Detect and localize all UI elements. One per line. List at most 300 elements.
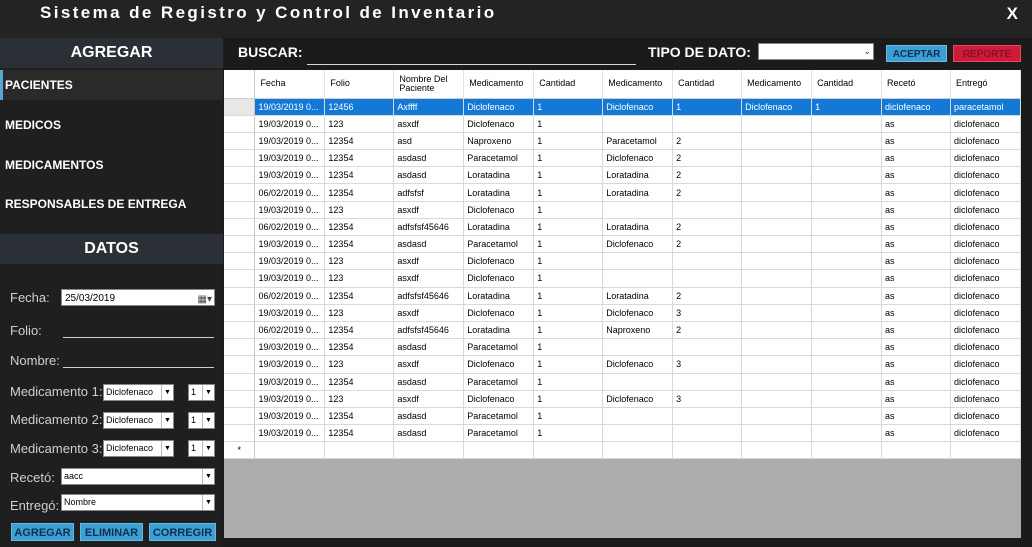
table-cell[interactable] bbox=[950, 442, 1020, 459]
med3-select[interactable] bbox=[103, 440, 174, 457]
table-cell[interactable] bbox=[673, 339, 742, 356]
table-cell[interactable]: 12354 bbox=[325, 184, 394, 201]
table-cell[interactable] bbox=[603, 253, 673, 270]
table-cell[interactable] bbox=[812, 150, 882, 167]
table-cell[interactable]: 1 bbox=[534, 339, 603, 356]
table-cell[interactable]: Naproxeno bbox=[464, 132, 534, 149]
table-cell[interactable] bbox=[742, 132, 812, 149]
table-cell[interactable]: Loratadina bbox=[464, 218, 534, 235]
table-cell[interactable]: 19/03/2019 0... bbox=[255, 167, 325, 184]
table-cell[interactable]: 2 bbox=[673, 321, 742, 338]
table-cell[interactable] bbox=[812, 287, 882, 304]
table-row[interactable] bbox=[224, 218, 1021, 235]
table-cell[interactable]: asxdf bbox=[394, 253, 464, 270]
table-cell[interactable]: as bbox=[882, 150, 951, 167]
table-cell[interactable]: 19/03/2019 0... bbox=[255, 356, 325, 373]
table-row[interactable] bbox=[224, 98, 1021, 115]
table-cell[interactable] bbox=[812, 304, 882, 321]
table-cell[interactable] bbox=[742, 339, 812, 356]
table-cell[interactable] bbox=[673, 253, 742, 270]
table-cell[interactable]: 1 bbox=[534, 373, 603, 390]
table-cell[interactable]: as bbox=[882, 339, 951, 356]
table-cell[interactable]: as bbox=[882, 407, 951, 424]
table-cell[interactable]: 123 bbox=[325, 115, 394, 132]
table-cell[interactable]: 12456 bbox=[325, 98, 394, 115]
table-cell[interactable]: Loratadina bbox=[464, 184, 534, 201]
table-row[interactable] bbox=[224, 132, 1021, 149]
row-header[interactable] bbox=[224, 425, 255, 442]
table-cell[interactable]: Diclofenaco bbox=[603, 150, 673, 167]
table-cell[interactable]: as bbox=[882, 236, 951, 253]
med1-qty-select[interactable] bbox=[188, 384, 215, 401]
table-cell[interactable] bbox=[464, 442, 534, 459]
table-cell[interactable]: Diclofenaco bbox=[603, 98, 673, 115]
table-cell[interactable]: 1 bbox=[534, 167, 603, 184]
row-header[interactable] bbox=[224, 150, 255, 167]
receto-select[interactable] bbox=[61, 468, 215, 485]
table-cell[interactable]: Loratadina bbox=[464, 167, 534, 184]
table-cell[interactable]: 1 bbox=[534, 270, 603, 287]
table-cell[interactable]: Loratadina bbox=[603, 218, 673, 235]
table-cell[interactable]: paracetamol bbox=[950, 98, 1020, 115]
table-cell[interactable]: 19/03/2019 0... bbox=[255, 407, 325, 424]
table-cell[interactable]: 12354 bbox=[325, 218, 394, 235]
table-cell[interactable]: 1 bbox=[534, 201, 603, 218]
table-cell[interactable] bbox=[812, 132, 882, 149]
table-cell[interactable] bbox=[673, 201, 742, 218]
row-header[interactable] bbox=[224, 253, 255, 270]
table-cell[interactable]: 12354 bbox=[325, 287, 394, 304]
column-header[interactable]: Cantidad bbox=[534, 70, 603, 98]
table-cell[interactable] bbox=[742, 201, 812, 218]
table-row[interactable] bbox=[224, 407, 1021, 424]
table-cell[interactable]: diclofenaco bbox=[950, 150, 1020, 167]
row-header[interactable] bbox=[224, 218, 255, 235]
table-cell[interactable]: adfsfsf45646 bbox=[394, 218, 464, 235]
table-cell[interactable]: 123 bbox=[325, 253, 394, 270]
table-row[interactable] bbox=[224, 253, 1021, 270]
column-header[interactable]: Fecha bbox=[255, 70, 325, 98]
table-cell[interactable]: 19/03/2019 0... bbox=[255, 236, 325, 253]
table-row[interactable] bbox=[224, 425, 1021, 442]
table-cell[interactable] bbox=[742, 373, 812, 390]
table-row[interactable] bbox=[224, 356, 1021, 373]
table-cell[interactable]: adfsfsf45646 bbox=[394, 321, 464, 338]
table-cell[interactable]: 123 bbox=[325, 304, 394, 321]
table-row[interactable] bbox=[224, 184, 1021, 201]
table-cell[interactable]: asdasd bbox=[394, 236, 464, 253]
table-cell[interactable] bbox=[742, 356, 812, 373]
table-row[interactable] bbox=[224, 304, 1021, 321]
table-cell[interactable]: Paracetamol bbox=[464, 425, 534, 442]
table-cell[interactable]: as bbox=[882, 201, 951, 218]
table-cell[interactable]: as bbox=[882, 184, 951, 201]
row-header[interactable] bbox=[224, 356, 255, 373]
table-cell[interactable]: 1 bbox=[534, 321, 603, 338]
table-cell[interactable]: asxdf bbox=[394, 390, 464, 407]
med3-qty-select[interactable] bbox=[188, 440, 215, 457]
table-cell[interactable] bbox=[742, 236, 812, 253]
table-cell[interactable]: 3 bbox=[673, 390, 742, 407]
table-cell[interactable]: diclofenaco bbox=[950, 425, 1020, 442]
table-cell[interactable]: 123 bbox=[325, 390, 394, 407]
table-cell[interactable] bbox=[603, 270, 673, 287]
table-cell[interactable] bbox=[742, 407, 812, 424]
table-cell[interactable]: as bbox=[882, 425, 951, 442]
table-cell[interactable]: Naproxeno bbox=[603, 321, 673, 338]
med2-select[interactable] bbox=[103, 412, 174, 429]
table-cell[interactable]: 06/02/2019 0... bbox=[255, 287, 325, 304]
table-cell[interactable] bbox=[882, 442, 951, 459]
table-cell[interactable]: asxdf bbox=[394, 270, 464, 287]
table-cell[interactable]: diclofenaco bbox=[950, 218, 1020, 235]
table-cell[interactable] bbox=[812, 253, 882, 270]
table-cell[interactable]: Loratadina bbox=[464, 287, 534, 304]
column-header[interactable]: Cantidad bbox=[673, 70, 742, 98]
table-cell[interactable] bbox=[742, 218, 812, 235]
table-cell[interactable]: 2 bbox=[673, 236, 742, 253]
table-cell[interactable] bbox=[812, 407, 882, 424]
eliminar-button[interactable]: ELIMINAR bbox=[80, 523, 143, 541]
nombre-input[interactable] bbox=[63, 367, 214, 368]
table-cell[interactable]: as bbox=[882, 167, 951, 184]
table-cell[interactable]: Diclofenaco bbox=[464, 356, 534, 373]
table-row[interactable] bbox=[224, 339, 1021, 356]
table-cell[interactable]: 12354 bbox=[325, 373, 394, 390]
column-header[interactable]: Nombre Del Paciente bbox=[394, 70, 464, 98]
entrego-select[interactable] bbox=[61, 494, 215, 511]
table-cell[interactable]: 1 bbox=[673, 98, 742, 115]
table-cell[interactable]: diclofenaco bbox=[950, 201, 1020, 218]
table-cell[interactable]: Diclofenaco bbox=[603, 390, 673, 407]
table-cell[interactable] bbox=[742, 253, 812, 270]
corregir-button[interactable]: CORREGIR bbox=[149, 523, 216, 541]
table-cell[interactable]: 19/03/2019 0... bbox=[255, 201, 325, 218]
column-header[interactable]: Medicamento bbox=[464, 70, 534, 98]
close-button[interactable]: X bbox=[1006, 4, 1018, 23]
table-cell[interactable]: 12354 bbox=[325, 150, 394, 167]
table-cell[interactable]: 1 bbox=[534, 356, 603, 373]
table-cell[interactable]: diclofenaco bbox=[950, 407, 1020, 424]
table-cell[interactable]: asxdf bbox=[394, 201, 464, 218]
table-cell[interactable]: asdasd bbox=[394, 150, 464, 167]
table-cell[interactable] bbox=[742, 287, 812, 304]
row-header[interactable] bbox=[224, 201, 255, 218]
table-cell[interactable]: adfsfsf45646 bbox=[394, 287, 464, 304]
table-cell[interactable]: 1 bbox=[534, 218, 603, 235]
row-header[interactable] bbox=[224, 270, 255, 287]
row-header[interactable] bbox=[224, 167, 255, 184]
row-header[interactable] bbox=[224, 407, 255, 424]
table-cell[interactable] bbox=[742, 425, 812, 442]
table-cell[interactable]: 1 bbox=[534, 184, 603, 201]
row-header[interactable] bbox=[224, 287, 255, 304]
table-cell[interactable]: diclofenaco bbox=[950, 390, 1020, 407]
table-cell[interactable] bbox=[812, 373, 882, 390]
table-cell[interactable] bbox=[742, 442, 812, 459]
table-cell[interactable]: diclofenaco bbox=[950, 304, 1020, 321]
table-cell[interactable]: as bbox=[882, 270, 951, 287]
table-cell[interactable] bbox=[812, 115, 882, 132]
table-cell[interactable]: Diclofenaco bbox=[464, 390, 534, 407]
table-cell[interactable] bbox=[673, 407, 742, 424]
table-cell[interactable] bbox=[325, 442, 394, 459]
table-cell[interactable]: Loratadina bbox=[603, 287, 673, 304]
table-cell[interactable] bbox=[812, 218, 882, 235]
table-cell[interactable]: 06/02/2019 0... bbox=[255, 184, 325, 201]
table-cell[interactable]: 19/03/2019 0... bbox=[255, 373, 325, 390]
sidebar-item-medicos[interactable]: MEDICOS bbox=[5, 118, 62, 132]
table-cell[interactable] bbox=[742, 150, 812, 167]
table-cell[interactable]: diclofenaco bbox=[950, 253, 1020, 270]
table-cell[interactable]: as bbox=[882, 321, 951, 338]
table-cell[interactable]: 2 bbox=[673, 287, 742, 304]
table-cell[interactable]: asxdf bbox=[394, 304, 464, 321]
table-cell[interactable]: as bbox=[882, 356, 951, 373]
row-header[interactable] bbox=[224, 304, 255, 321]
table-cell[interactable]: asxdf bbox=[394, 115, 464, 132]
table-cell[interactable]: Diclofenaco bbox=[603, 236, 673, 253]
table-cell[interactable]: 12354 bbox=[325, 321, 394, 338]
table-cell[interactable] bbox=[742, 184, 812, 201]
table-cell[interactable]: asxdf bbox=[394, 356, 464, 373]
table-cell[interactable]: 12354 bbox=[325, 167, 394, 184]
table-cell[interactable]: adfsfsf bbox=[394, 184, 464, 201]
table-cell[interactable]: 1 bbox=[534, 287, 603, 304]
table-cell[interactable]: 19/03/2019 0... bbox=[255, 98, 325, 115]
sidebar-item-responsables[interactable]: RESPONSABLES DE ENTREGA bbox=[5, 197, 187, 211]
table-cell[interactable]: 123 bbox=[325, 270, 394, 287]
table-cell[interactable]: 19/03/2019 0... bbox=[255, 339, 325, 356]
table-cell[interactable]: as bbox=[882, 132, 951, 149]
table-cell[interactable]: Diclofenaco bbox=[603, 304, 673, 321]
table-cell[interactable]: 1 bbox=[534, 98, 603, 115]
fecha-date-picker[interactable] bbox=[61, 289, 215, 306]
table-cell[interactable]: asdasd bbox=[394, 425, 464, 442]
table-row[interactable] bbox=[224, 287, 1021, 304]
table-cell[interactable] bbox=[742, 390, 812, 407]
table-row[interactable] bbox=[224, 115, 1021, 132]
table-cell[interactable]: Loratadina bbox=[603, 184, 673, 201]
table-cell[interactable]: diclofenaco bbox=[950, 321, 1020, 338]
table-cell[interactable]: asdasd bbox=[394, 339, 464, 356]
table-cell[interactable]: diclofenaco bbox=[950, 115, 1020, 132]
table-cell[interactable]: asdasd bbox=[394, 407, 464, 424]
table-cell[interactable]: as bbox=[882, 304, 951, 321]
table-cell[interactable]: Paracetamol bbox=[464, 150, 534, 167]
table-cell[interactable]: as bbox=[882, 373, 951, 390]
table-cell[interactable]: Paracetamol bbox=[464, 373, 534, 390]
column-header[interactable]: Medicamento bbox=[742, 70, 812, 98]
table-cell[interactable]: diclofenaco bbox=[950, 373, 1020, 390]
med1-select[interactable] bbox=[103, 384, 174, 401]
table-cell[interactable]: 19/03/2019 0... bbox=[255, 132, 325, 149]
row-header[interactable] bbox=[224, 236, 255, 253]
table-cell[interactable] bbox=[603, 407, 673, 424]
buscar-input[interactable] bbox=[307, 64, 636, 65]
row-header[interactable] bbox=[224, 373, 255, 390]
row-header[interactable] bbox=[224, 339, 255, 356]
folio-input[interactable] bbox=[63, 337, 214, 338]
table-cell[interactable]: diclofenaco bbox=[950, 167, 1020, 184]
table-row[interactable] bbox=[224, 167, 1021, 184]
table-cell[interactable]: as bbox=[882, 218, 951, 235]
table-cell[interactable]: 1 bbox=[534, 150, 603, 167]
table-cell[interactable]: Loratadina bbox=[464, 321, 534, 338]
agregar-button[interactable]: AGREGAR bbox=[11, 523, 74, 541]
med2-qty-select[interactable] bbox=[188, 412, 215, 429]
row-header[interactable] bbox=[224, 390, 255, 407]
table-cell[interactable]: 2 bbox=[673, 218, 742, 235]
table-cell[interactable] bbox=[812, 201, 882, 218]
calendar-dropdown-icon[interactable]: ▦▾ bbox=[197, 294, 212, 305]
table-cell[interactable]: diclofenaco bbox=[882, 98, 951, 115]
table-cell[interactable]: diclofenaco bbox=[950, 287, 1020, 304]
table-cell[interactable]: Diclofenaco bbox=[464, 115, 534, 132]
table-cell[interactable]: 06/02/2019 0... bbox=[255, 321, 325, 338]
table-cell[interactable]: 1 bbox=[812, 98, 882, 115]
table-cell[interactable]: Loratadina bbox=[603, 167, 673, 184]
table-cell[interactable] bbox=[812, 236, 882, 253]
table-cell[interactable] bbox=[673, 270, 742, 287]
table-cell[interactable]: 2 bbox=[673, 167, 742, 184]
row-header[interactable] bbox=[224, 115, 255, 132]
table-cell[interactable] bbox=[812, 425, 882, 442]
table-cell[interactable] bbox=[673, 373, 742, 390]
table-cell[interactable] bbox=[394, 442, 464, 459]
table-row[interactable] bbox=[224, 390, 1021, 407]
table-cell[interactable]: 1 bbox=[534, 253, 603, 270]
table-row[interactable] bbox=[224, 321, 1021, 338]
table-cell[interactable] bbox=[812, 339, 882, 356]
table-cell[interactable] bbox=[603, 425, 673, 442]
table-cell[interactable]: diclofenaco bbox=[950, 339, 1020, 356]
table-cell[interactable]: 12354 bbox=[325, 407, 394, 424]
table-cell[interactable]: 19/03/2019 0... bbox=[255, 150, 325, 167]
table-row[interactable] bbox=[224, 201, 1021, 218]
table-cell[interactable] bbox=[603, 339, 673, 356]
table-cell[interactable]: 19/03/2019 0... bbox=[255, 390, 325, 407]
column-header[interactable]: Folio bbox=[325, 70, 394, 98]
table-cell[interactable] bbox=[603, 115, 673, 132]
reporte-button[interactable]: REPORTE bbox=[953, 45, 1021, 62]
tipo-dato-select[interactable] bbox=[758, 43, 874, 60]
table-cell[interactable]: as bbox=[882, 115, 951, 132]
table-cell[interactable]: 12354 bbox=[325, 132, 394, 149]
table-cell[interactable]: diclofenaco bbox=[950, 270, 1020, 287]
table-cell[interactable] bbox=[812, 184, 882, 201]
table-cell[interactable]: as bbox=[882, 253, 951, 270]
table-cell[interactable] bbox=[673, 425, 742, 442]
table-cell[interactable]: Paracetamol bbox=[603, 132, 673, 149]
table-cell[interactable]: 1 bbox=[534, 115, 603, 132]
table-cell[interactable] bbox=[742, 304, 812, 321]
sidebar-item-medicamentos[interactable]: MEDICAMENTOS bbox=[5, 158, 104, 172]
table-cell[interactable]: as bbox=[882, 287, 951, 304]
table-cell[interactable]: Diclofenaco bbox=[603, 356, 673, 373]
table-cell[interactable] bbox=[812, 390, 882, 407]
table-cell[interactable] bbox=[603, 201, 673, 218]
table-cell[interactable]: 19/03/2019 0... bbox=[255, 425, 325, 442]
table-cell[interactable]: asd bbox=[394, 132, 464, 149]
table-cell[interactable]: 1 bbox=[534, 236, 603, 253]
row-header[interactable] bbox=[224, 184, 255, 201]
table-cell[interactable]: 1 bbox=[534, 407, 603, 424]
table-cell[interactable]: Diclofenaco bbox=[464, 98, 534, 115]
table-cell[interactable]: Diclofenaco bbox=[464, 270, 534, 287]
table-row[interactable] bbox=[224, 236, 1021, 253]
records-grid[interactable] bbox=[224, 70, 1021, 538]
table-cell[interactable]: 2 bbox=[673, 132, 742, 149]
table-cell[interactable]: Diclofenaco bbox=[464, 304, 534, 321]
table-cell[interactable]: 123 bbox=[325, 356, 394, 373]
table-cell[interactable]: 19/03/2019 0... bbox=[255, 270, 325, 287]
table-cell[interactable] bbox=[673, 442, 742, 459]
table-cell[interactable] bbox=[255, 442, 325, 459]
table-cell[interactable]: 1 bbox=[534, 425, 603, 442]
table-cell[interactable]: as bbox=[882, 390, 951, 407]
table-cell[interactable]: 12354 bbox=[325, 339, 394, 356]
column-header[interactable]: Recetó bbox=[882, 70, 951, 98]
table-cell[interactable] bbox=[673, 115, 742, 132]
table-row[interactable] bbox=[224, 150, 1021, 167]
table-cell[interactable]: 3 bbox=[673, 304, 742, 321]
table-cell[interactable]: 19/03/2019 0... bbox=[255, 304, 325, 321]
table-cell[interactable] bbox=[742, 270, 812, 287]
column-header[interactable]: Entregó bbox=[950, 70, 1020, 98]
row-header-corner[interactable] bbox=[224, 70, 255, 98]
table-cell[interactable]: 06/02/2019 0... bbox=[255, 218, 325, 235]
table-cell[interactable] bbox=[812, 356, 882, 373]
row-header[interactable] bbox=[224, 132, 255, 149]
table-cell[interactable]: Axffff bbox=[394, 98, 464, 115]
sidebar-item-pacientes[interactable]: PACIENTES bbox=[0, 70, 223, 100]
table-cell[interactable] bbox=[742, 167, 812, 184]
table-cell[interactable]: 1 bbox=[534, 132, 603, 149]
table-cell[interactable]: 19/03/2019 0... bbox=[255, 115, 325, 132]
column-header[interactable]: Cantidad bbox=[812, 70, 882, 98]
table-cell[interactable]: asdasd bbox=[394, 167, 464, 184]
table-cell[interactable] bbox=[534, 442, 603, 459]
row-header[interactable] bbox=[224, 98, 255, 115]
table-cell[interactable]: Paracetamol bbox=[464, 236, 534, 253]
table-cell[interactable]: 19/03/2019 0... bbox=[255, 253, 325, 270]
table-cell[interactable]: Diclofenaco bbox=[464, 253, 534, 270]
column-header[interactable]: Medicamento bbox=[603, 70, 673, 98]
row-header[interactable] bbox=[224, 321, 255, 338]
table-cell[interactable]: Paracetamol bbox=[464, 339, 534, 356]
new-row[interactable] bbox=[224, 442, 1021, 459]
table-cell[interactable]: diclofenaco bbox=[950, 236, 1020, 253]
table-cell[interactable]: 123 bbox=[325, 201, 394, 218]
table-cell[interactable]: diclofenaco bbox=[950, 132, 1020, 149]
table-cell[interactable]: diclofenaco bbox=[950, 184, 1020, 201]
table-cell[interactable] bbox=[812, 442, 882, 459]
table-cell[interactable] bbox=[742, 321, 812, 338]
table-cell[interactable]: Paracetamol bbox=[464, 407, 534, 424]
table-cell[interactable]: asdasd bbox=[394, 373, 464, 390]
table-cell[interactable]: 1 bbox=[534, 304, 603, 321]
table-cell[interactable]: 2 bbox=[673, 150, 742, 167]
table-cell[interactable]: 12354 bbox=[325, 236, 394, 253]
table-cell[interactable] bbox=[603, 373, 673, 390]
table-cell[interactable]: Diclofenaco bbox=[464, 201, 534, 218]
table-cell[interactable]: 3 bbox=[673, 356, 742, 373]
table-cell[interactable]: diclofenaco bbox=[950, 356, 1020, 373]
table-row[interactable] bbox=[224, 270, 1021, 287]
table-cell[interactable] bbox=[742, 115, 812, 132]
table-cell[interactable]: 12354 bbox=[325, 425, 394, 442]
